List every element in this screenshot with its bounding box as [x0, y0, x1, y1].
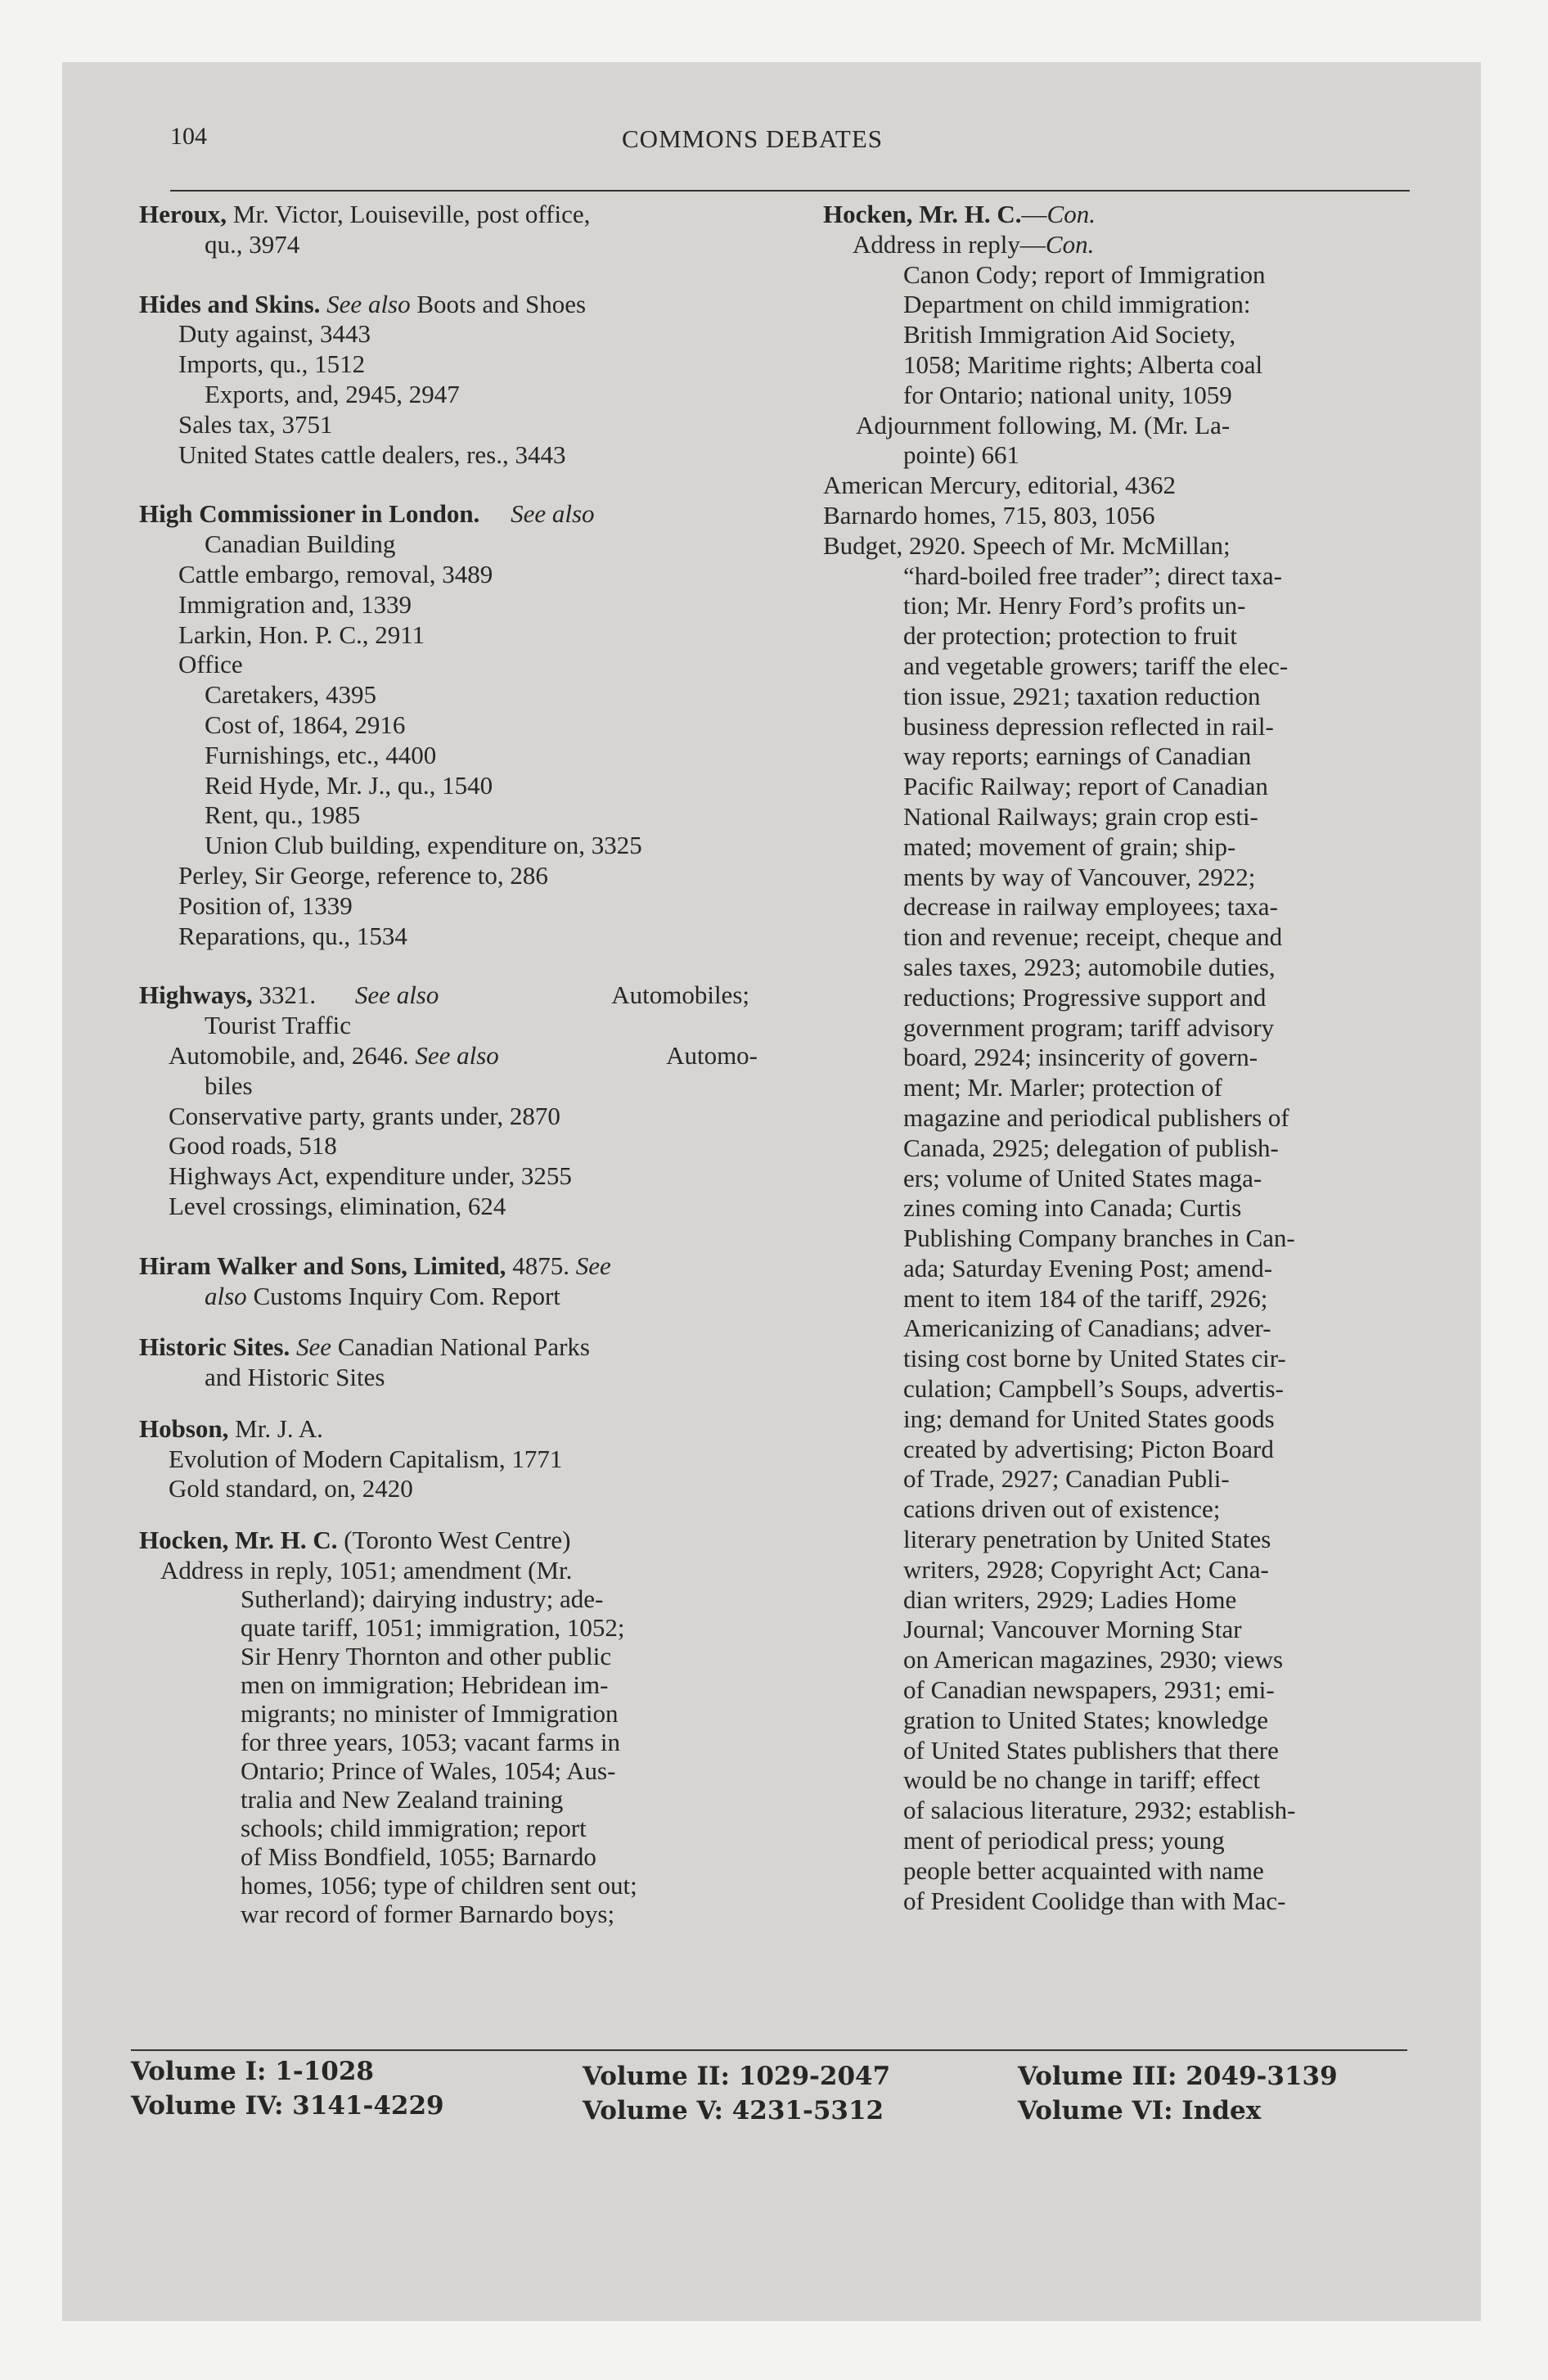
subentry: Highways Act, expenditure under, 3255 [169, 1161, 572, 1191]
subentry: Exports, and, 2945, 2947 [205, 379, 460, 408]
subsubentry: Caretakers, 4395 [205, 680, 377, 710]
entry-heading: Hocken, Mr. H. C. [823, 200, 1022, 228]
entry-continuation: Tourist Traffic [205, 1011, 351, 1040]
subentry: Adjournment following, M. (Mr. La- [856, 410, 1231, 439]
volume-3: Volume III: 2049-3139 [1018, 2062, 1338, 2091]
budget-lines: “hard-boiled free trader”; direct taxa- tion; Mr. Henry Ford’s profits un- der protection; protection to fruit and vegetable growers; tariff the elec- tion issue, 2921; taxation reduction business depression reflected in rail- way reports; earnings of Canadian Pacific Railway; report of Canadian National Railways; grain crop esti- mated; movement of grain; ship- ments by way of Vancouver, 2922; decrease in railway employees; taxa- tion and revenue; receipt, cheque and sales taxes, 2923; automobile duties, reductions; Progressive support and government program; tariff advisory board, 2924; insincerity of govern- ment; Mr. Marler; protection of magazine and periodical publishers of Canada, 2925; delegation of publish- ers; volume of United States maga- zines coming into Canada; Curtis Publishing Company branches in Can- ada; Saturday Evening Post; amend- ment to item 184 of the tariff, 2926; Americanizing of Canadians; adver- tising cost borne by United States cir- culation; Campbell’s Soups, advertis- ing; demand for United States goods created by advertising; Picton Board of Trade, 2927; Canadian Publi- cations driven out of existence; literary penetration by United States writers, 2928; Copyright Act; Cana- dian writers, 2929; Ladies Home Journal; Vancouver Morning Star on American magazines, 2930; views of Canadian newspapers, 2931; emi- gration to United States; knowledge of United States publishers that there would be no change in tariff; effect of salacious literature, 2932; establish- ment of periodical press; young people better acquainted with name of President Coolidge than with Mac- [903, 561, 1296, 1915]
subentry: Barnardo homes, 715, 803, 1056 [823, 500, 1155, 530]
entry-historic-sites: Historic Sites. See Canadian National Parks [139, 1332, 590, 1362]
address-lines: Sutherland); dairying industry; ade- quate tariff, 1051; immigration, 1052; Sir Henry Thornton and other public men on immigration; Hebridean im- migrants; no minister of Immigration for three years, 1053; vacant farms in Ontario; Prince of Wales, 1054; Aus- tralia and New Zealand training schools; child immigration; report of Miss Bondfield, 1055; Barnardo homes, 1056; type of children sent out; war record of former Barnardo boys; [241, 1584, 637, 1929]
entry-heading: Hobson, [139, 1413, 229, 1443]
entry-hides: Hides and Skins. See also Boots and Shoes [139, 289, 587, 318]
volume-index-middle [583, 2059, 890, 2128]
subentry-address: Address in reply—Con. [853, 229, 1095, 259]
entry-heading: Hiram Walker and Sons, Limited, [139, 1251, 506, 1280]
volume-index-right [1018, 2059, 1338, 2128]
left-column [136, 200, 766, 1928]
entry-hiram-walker: Hiram Walker and Sons, Limited, 4875. See [139, 1251, 611, 1280]
header-rule [170, 190, 1410, 192]
volume-index-left [131, 2054, 444, 2123]
entry-continuation: qu., 3974 [205, 229, 300, 259]
volume-4: Volume IV: 3141-4229 [131, 2091, 444, 2121]
subentry: Conservative party, grants under, 2870 [169, 1101, 560, 1130]
entry-continuation: and Historic Sites [205, 1363, 385, 1392]
footer-rule [131, 2049, 1407, 2051]
entry-hobson: Hobson, Mr. J. A. [139, 1413, 323, 1443]
volume-1: Volume I: 1-1028 [131, 2057, 374, 2086]
entry-heading: Historic Sites. [139, 1332, 290, 1362]
subsubentry: Rent, qu., 1985 [205, 800, 361, 830]
subentry: Evolution of Modern Capitalism, 1771 [169, 1444, 563, 1473]
entry-hocken-continued: Hocken, Mr. H. C.—Con. [823, 200, 1096, 228]
entry-continuation: Canadian Building [205, 530, 396, 559]
subentry: United States cattle dealers, res., 3443 [178, 439, 566, 469]
subsubentry: Reid Hyde, Mr. J., qu., 1540 [205, 770, 493, 800]
subsubentry: Cost of, 1864, 2916 [205, 710, 406, 739]
subentry: Position of, 1339 [178, 890, 353, 920]
subentry: Level crossings, elimination, 624 [169, 1191, 506, 1220]
entry-hocken: Hocken, Mr. H. C. (Toronto West Centre) [139, 1526, 571, 1555]
subsubentry: Furnishings, etc., 4400 [205, 740, 437, 769]
page-number: 104 [170, 123, 207, 150]
canon-lines: Canon Cody; report of Immigration Department on child immigration: British Immigration Aid Society, 1058; Maritime rights; Alberta coal for Ontario; national unity, 1059 [903, 259, 1266, 409]
subentry: Perley, Sir George, reference to, 286 [178, 860, 548, 890]
subentry: Sales tax, 3751 [178, 409, 333, 439]
subentry: Good roads, 518 [169, 1131, 337, 1161]
subentry: Larkin, Hon. P. C., 2911 [178, 620, 425, 649]
entry-heading: Highways, [139, 980, 253, 1010]
subentry: Automobile, and, 2646. See also Automo- [169, 1040, 758, 1070]
entry-heading: Hides and Skins. [139, 289, 321, 318]
entry-heading: Hocken, Mr. H. C. [139, 1526, 338, 1555]
subentry-address: Address in reply, 1051; amendment (Mr. [160, 1556, 573, 1585]
entry-continuation: also Customs Inquiry Com. Report [205, 1281, 560, 1310]
subentry: Imports, qu., 1512 [178, 349, 366, 379]
subentry: Immigration and, 1339 [178, 589, 412, 619]
entry-high-commissioner: High Commissioner in London. See also [139, 499, 595, 529]
volume-2: Volume II: 1029-2047 [583, 2062, 891, 2091]
subentry-continuation: pointe) 661 [903, 440, 1020, 470]
entry-heading: Heroux, [139, 200, 227, 228]
subsubentry: Union Club building, expenditure on, 3325 [205, 831, 642, 860]
running-title: COMMONS DEBATES [622, 124, 884, 153]
volume-6: Volume VI: Index [1018, 2096, 1262, 2125]
entry-heroux: Heroux, Mr. Victor, Louiseville, post office, [139, 200, 591, 228]
subentry: Office [178, 650, 243, 679]
subentry: Gold standard, on, 2420 [169, 1474, 413, 1503]
subentry: American Mercury, editorial, 4362 [823, 471, 1176, 500]
right-column [820, 200, 1413, 1916]
subentry-continuation: biles [205, 1071, 253, 1100]
subentry: Reparations, qu., 1534 [178, 921, 407, 950]
volume-5: Volume V: 4231-5312 [583, 2096, 884, 2125]
entry-highways: Highways, 3321. See also Automobiles; [139, 980, 749, 1010]
entry-heading: High Commissioner in London. [139, 499, 480, 529]
subentry-budget: Budget, 2920. Speech of Mr. McMillan; [823, 530, 1231, 560]
subentry: Duty against, 3443 [178, 319, 371, 349]
subentry: Cattle embargo, removal, 3489 [178, 559, 493, 588]
